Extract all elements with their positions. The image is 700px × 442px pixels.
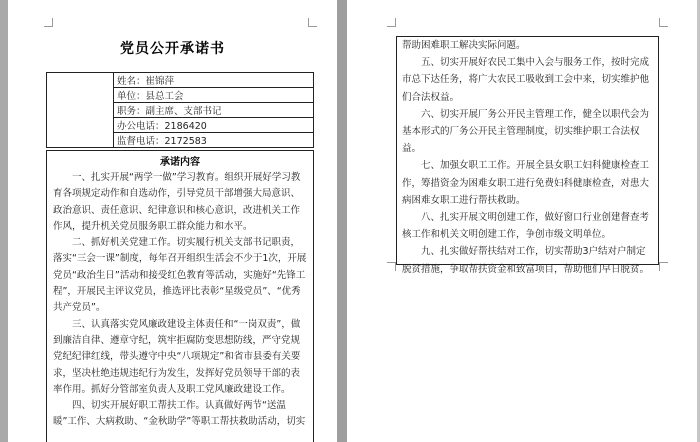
promise-paragraph[interactable]: 二、抓好机关党建工作。切实履行机关支部书记职责，落实“三会一课”制度，每年召开组织生活会不少于1次，开展党员“政治生日”活动和接受红色教育等活动，实施好“先锋工程”，开展民主评议党员，推选评比表彰“星级党员”、“优秀共产党员”。 (53, 237, 307, 314)
info-cell-unit[interactable]: 单位：县总工会 (114, 88, 314, 103)
page-corner-mark (387, 18, 396, 27)
page-gap (337, 0, 347, 442)
promise-paragraph[interactable]: 一、扎实开展“两学一做”学习教育。组织开展好学习教育各项规定动作和自选动作，引导党员干部增强大局意识、政治意识、责任意识、纪律意识和核心意识，改进机关工作作风，提升机关党员服务职工群众能力和水平。 (53, 172, 301, 232)
info-table (46, 72, 314, 148)
document-title[interactable]: 党员公开承诺书 (120, 41, 225, 57)
info-cell-supervision-phone[interactable]: 监督电话：2172583 (114, 133, 314, 148)
page-corner-mark (659, 18, 668, 27)
promise-paragraph[interactable]: 七、加强女职工工作。开展全县女职工妇科健康检查工作，筹措资金为困难女职工进行免费妇科健康检查，对患大病困难女职工进行帮扶救助。 (402, 160, 650, 206)
promise-paragraph[interactable]: 五、切实开展好农民工集中入会与服务工作，按时完成市总下达任务，将广大农民工吸收到工会中来，切实维护他们合法权益。 (402, 57, 650, 103)
info-blank-cell (47, 73, 114, 148)
page-corner-mark (44, 18, 53, 27)
promise-paragraph[interactable]: 八、扎实开展文明创建工作，做好窗口行业创建督查考核工作和机关文明创建工作，争创市级文明单位。 (402, 212, 650, 241)
promise-paragraph[interactable]: 六、切实开展厂务公开民主管理工作，健全以职代会为基本形式的厂务公开民主管理制度，切实维护职工合法权益。 (402, 108, 650, 155)
page-corner-mark (387, 262, 396, 271)
info-cell-position[interactable]: 职务：副主席、支部书记 (114, 103, 314, 118)
promise-content-box (46, 150, 314, 442)
continued-promise-box (396, 36, 659, 275)
page-corner-mark (308, 18, 317, 27)
promise-paragraph[interactable]: 四、切实开展好职工帮扶工作。认真做好两节“送温暖”工作、大病救助、“金秋助学”等职工帮扶救助活动，切实 (53, 400, 306, 428)
promise-paragraph[interactable]: 帮助困难职工解决实际问题。 (402, 40, 526, 51)
promise-paragraph[interactable]: 九、扎实做好帮扶结对工作，切实帮助3户结对户制定脱贫措施，争取帮扶资金和致富项目，帮助他们早日脱贫。 (402, 246, 650, 275)
promise-heading[interactable]: 承诺内容 (47, 150, 313, 170)
promise-paragraph[interactable]: 三、认真落实党风廉政建设主体责任和“一岗双责”，做到廉洁自律、遵章守纪，筑牢拒腐防变思想防线，严守党规党纪纪律红线，带头遵守中央“八项规定”和省市县委有关要求，坚决杜绝违规违纪行为发生，发挥好党员领导干部的表率作用。抓好分管部室负责人及职工党风廉政建设工作。 (53, 318, 301, 395)
page-corner-mark (659, 262, 668, 271)
info-row (47, 73, 314, 88)
document-page-left (8, 0, 337, 442)
info-cell-office-phone[interactable]: 办公电话：2186420 (114, 118, 314, 133)
info-cell-name[interactable]: 姓名：崔锦萍 (114, 73, 314, 88)
